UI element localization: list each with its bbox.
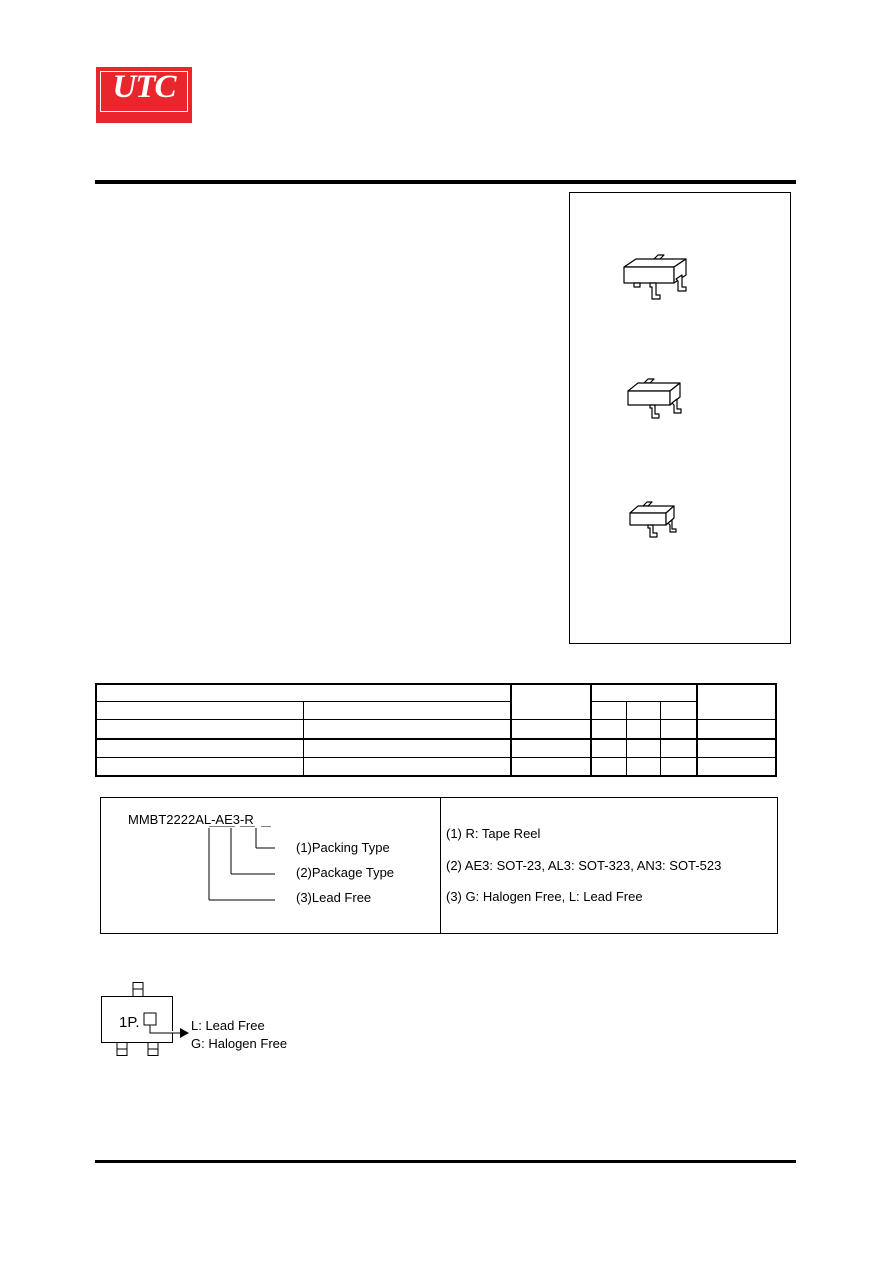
table-border-right bbox=[775, 683, 777, 777]
table-col-line bbox=[626, 701, 627, 777]
ratings-table bbox=[95, 683, 777, 777]
logo-text: UTC bbox=[112, 69, 176, 105]
table-border-top bbox=[95, 683, 777, 685]
sot-523-package-icon bbox=[626, 499, 686, 545]
utc-logo bbox=[96, 67, 192, 123]
table-col-line bbox=[660, 701, 661, 777]
table-col-line bbox=[510, 683, 512, 777]
legend-package-type: (2)Package Type bbox=[296, 865, 395, 880]
table-row-line bbox=[95, 757, 777, 758]
legend-lead-free: (3)Lead Free bbox=[296, 890, 372, 905]
sot-323-package-icon bbox=[624, 376, 694, 426]
part-number: MMBT2222AL-AE3-R bbox=[128, 812, 254, 827]
table-col-line bbox=[696, 683, 698, 777]
table-border-bottom bbox=[95, 775, 777, 777]
table-row-line bbox=[95, 738, 777, 740]
note-lead-free: (3) G: Halogen Free, L: Lead Free bbox=[446, 889, 643, 904]
sot-23-package-icon bbox=[620, 251, 700, 311]
package-illustrations-box bbox=[569, 192, 791, 644]
ordering-divider bbox=[440, 798, 441, 933]
marking-option-halogen-free: G: Halogen Free bbox=[191, 1036, 288, 1051]
table-col-line bbox=[303, 701, 304, 777]
note-package: (2) AE3: SOT-23, AL3: SOT-323, AN3: SOT-523 bbox=[446, 858, 722, 873]
marking-option-lead-free: L: Lead Free bbox=[191, 1018, 265, 1033]
marking-code: 1P. bbox=[119, 1014, 140, 1031]
footer-rule bbox=[95, 1160, 796, 1163]
table-col-line bbox=[590, 683, 592, 777]
marking-diagram bbox=[100, 982, 310, 1062]
ordering-information-box bbox=[100, 797, 778, 934]
table-row-line bbox=[95, 719, 777, 720]
note-packing: (1) R: Tape Reel bbox=[446, 826, 541, 841]
table-border-left bbox=[95, 683, 97, 777]
legend-packing-type: (1)Packing Type bbox=[296, 840, 390, 855]
marking-package-outline bbox=[100, 982, 200, 1062]
table-row-line bbox=[591, 701, 697, 702]
header-rule bbox=[95, 180, 796, 184]
